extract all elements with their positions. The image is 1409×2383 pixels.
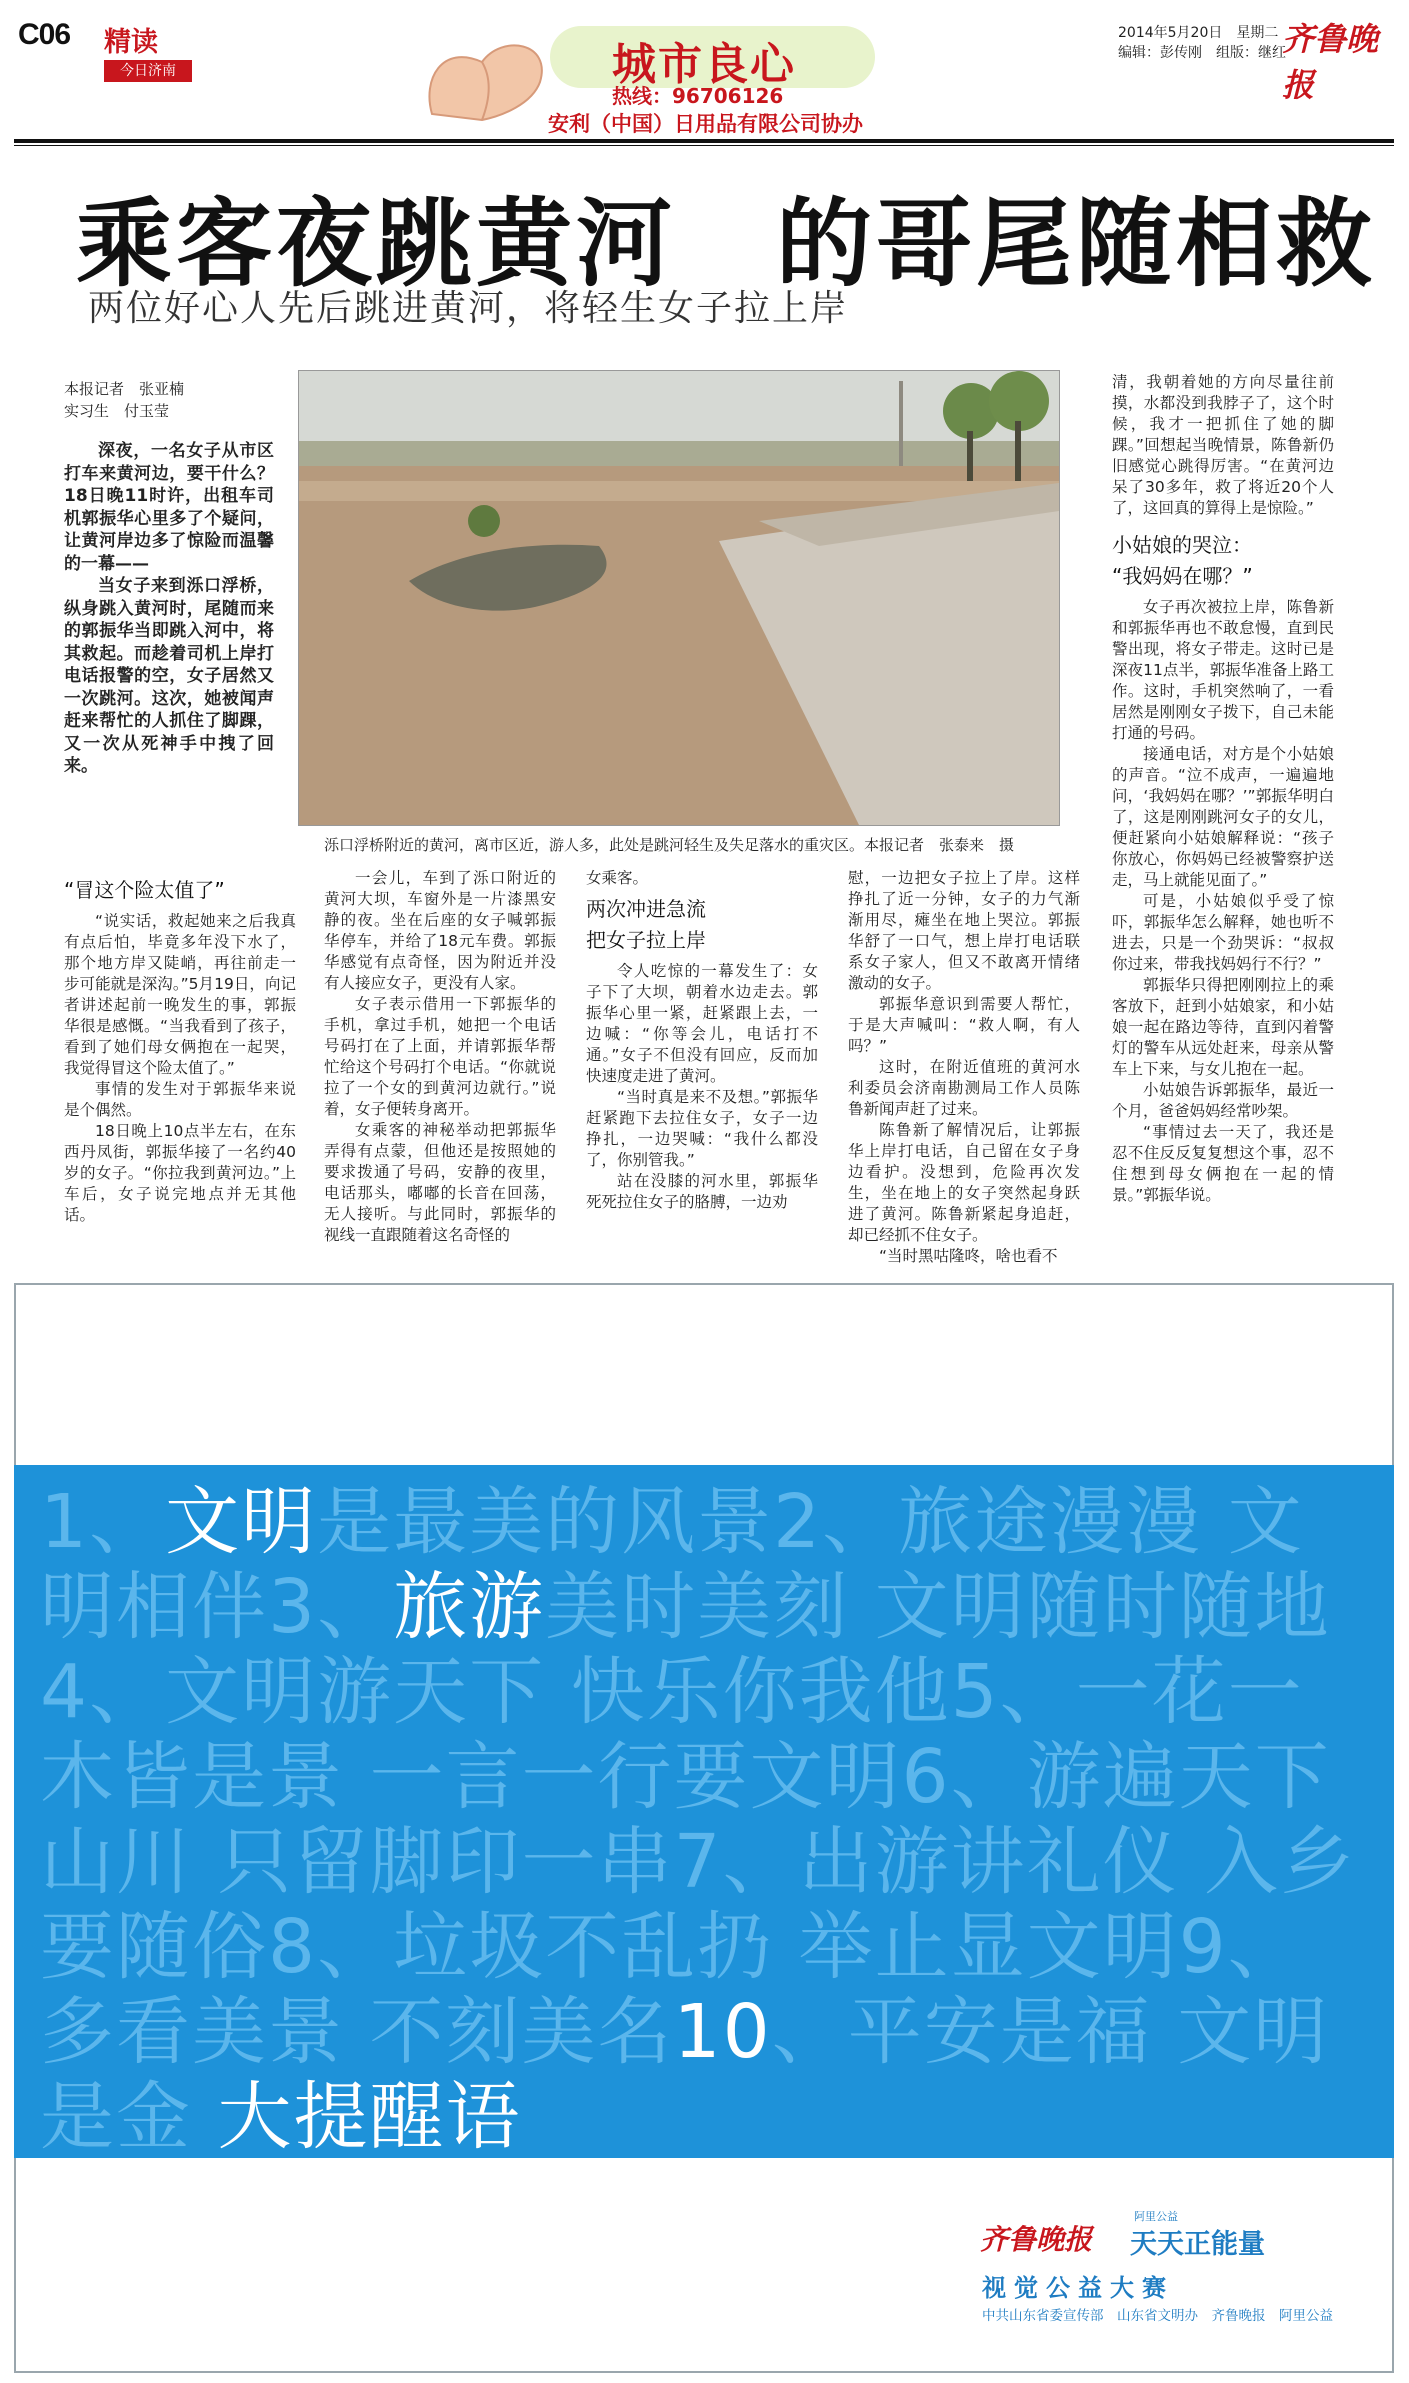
slogan-highlight: 文明 xyxy=(165,1479,318,1565)
paragraph: 陈鲁新了解情况后，让郭振华上岸打电话，自己留在女子身边看护。没想到，危险再次发生，坐在地上的女子突然起身跃进了黄河。陈鲁新紧起身追赶，却已经抓不住女子。 xyxy=(848,1121,1080,1244)
slogan-highlight: 大提醒语 xyxy=(217,2074,522,2160)
subtitle: 两次冲进急流 xyxy=(586,897,706,921)
ad-brand: 天天正能量 xyxy=(1130,2229,1265,2260)
paragraph: 接通电话，对方是个小姑娘的声音。“泣不成声，一遍遍地问，‘我妈妈在哪？’”郭振华明白了，这是刚刚跳河女子的女儿，便赶紧向小姑娘解释说：“孩子你放心，你妈妈已经被警察护送走，马上就能见面了。” xyxy=(1112,745,1334,889)
paragraph: “事情过去一天了，我还是忍不住反反复复想这个事，忍不住想到母女俩抱在一起的情景。”郭振华说。 xyxy=(1112,1123,1334,1204)
byline-reporter: 本报记者 张亚楠 xyxy=(64,380,185,398)
column-4 xyxy=(848,868,1080,1267)
paragraph: 这时，在附近值班的黄河水利委员会济南勘测局工作人员陈鲁新闻声赶了过来。 xyxy=(848,1058,1080,1118)
lead-paragraph: 当女子来到泺口浮桥，纵身跳入黄河时，尾随而来的郭振华当即跳入河中，将其救起。而趁着司机上岸打电话报警的空，女子居然又一次跳河。这次，她被闻声赶来帮忙的人抓住了脚踝，又一次从死神手中拽了回来。 xyxy=(64,576,274,776)
editor-credits: 编辑：彭传刚 组版：继红 xyxy=(1118,45,1286,61)
subtitle: “我妈妈在哪？” xyxy=(1112,564,1253,588)
header-rule-thin xyxy=(14,145,1394,146)
ad-partner-tag: 阿里公益 xyxy=(1134,2210,1178,2223)
paragraph: “说实话，救起她来之后我真有点后怕，毕竟多年没下水了，那个地方岸又陡峭，再往前走一步可能就是深沟。”5月19日，向记者讲述起前一晚发生的事，郭振华很是感慨。“当我看到了孩子，看到了她们母女俩抱在一起哭，我觉得冒这个险太值了。” xyxy=(64,912,296,1077)
subsection-tag: 今日济南 xyxy=(104,60,192,82)
paragraph: 站在没膝的河水里，郭振华死死拉住女子的胳膊，一边劝 xyxy=(586,1172,818,1211)
ad-organizers: 中共山东省委宣传部 山东省文明办 齐鲁晚报 阿里公益 xyxy=(982,2308,1333,2324)
ad-masthead-logo: 齐鲁晚报 xyxy=(980,2223,1093,2256)
column-right-top xyxy=(1112,372,1334,1206)
slogan-text: 1、 xyxy=(40,1479,166,1565)
paragraph: 女子表示借用一下郭振华的手机，拿过手机，她把一个电话号码打在了上面，并请郭振华帮忙给这个号码打个电话。“你就说拉了一个女的到黄河边就行。”说着，女子便转身离开。 xyxy=(324,995,556,1118)
column-3 xyxy=(586,868,818,1213)
slogan-highlight: 10 xyxy=(673,1989,772,2075)
slogan-highlight: 旅游 xyxy=(393,1564,546,1650)
paragraph: 清，我朝着她的方向尽量往前摸，水都没到我脖子了，这个时候，我才一把抓住了她的脚踝。”回想起当晚情景，陈鲁新仍旧感觉心跳得厉害。“在黄河边呆了30多年，救了将近20个人了，这回真的算得上是惊险。” xyxy=(1112,373,1334,517)
photo-caption: 泺口浮桥附近的黄河，离市区近，游人多，此处是跳河轻生及失足落水的重灾区。本报记者 张泰来 摄 xyxy=(324,836,1015,854)
paragraph: 可是，小姑娘似乎受了惊吓，郭振华怎么解释，她也听不进去，只是一个劲哭诉：“叔叔你过来，带我找妈妈行不行？” xyxy=(1112,892,1334,973)
subtitle: 小姑娘的哭泣： xyxy=(1112,533,1252,557)
subtitle: 把女子拉上岸 xyxy=(586,928,706,952)
masthead-logo: 齐鲁晚报 xyxy=(1282,20,1379,104)
subheadline: 两位好心人先后跳进黄河，将轻生女子拉上岸 xyxy=(88,288,849,329)
civility-slogans xyxy=(40,1480,1360,2160)
paragraph: 郭振华只得把刚刚拉上的乘客放下，赶到小姑娘家，和小姑娘一起在路边等待，直到闪着警灯的警车从远处赶来，母亲从警车上下来，与女儿抱在一起。 xyxy=(1112,976,1334,1078)
yellow-river-photo xyxy=(298,370,1060,826)
river-scene-image xyxy=(299,371,1059,825)
paragraph: 18日晚上10点半左右，在东西丹凤街，郭振华接了一名约40岁的女子。“你拉我到黄河边。”上车后，女子说完地点并无其他话。 xyxy=(64,1122,296,1224)
header-rule xyxy=(14,139,1394,143)
paragraph: 女乘客。 xyxy=(586,869,649,887)
paragraph: 郭振华意识到需要人帮忙，于是大声喊叫：“救人啊，有人吗？” xyxy=(848,995,1080,1055)
slogan-text: 美时美刻 文明随时随地4、文明游天下 快乐你我他5、一花一木皆是景 一言一行要文明6、游遍天下山川 只留脚印一串7、出游讲礼仪 入乡要随俗8、垃圾不乱扔 举止显文明9、多看美景 不刻美名 xyxy=(40,1564,1357,2075)
paragraph: 令人吃惊的一幕发生了：女子下了大坝，朝着水边走去。郭振华心里一紧，赶紧跟上去，一边喊：“你等会儿，电话打不通。”女子不但没有回应，反而加快速度走进了黄河。 xyxy=(586,962,818,1085)
section-name: 精读 xyxy=(104,27,158,58)
column-1 xyxy=(64,880,296,1226)
banner-hotline: 热线：96706126 xyxy=(612,84,784,108)
ad-contest-title: 视觉公益大赛 xyxy=(982,2274,1174,2302)
paragraph: “当时黑咕隆咚，啥也看不 xyxy=(879,1247,1058,1265)
lead-text xyxy=(64,440,274,778)
paragraph: 慰，一边把女子拉上了岸。这样挣扎了近一分钟，女子的力气渐渐用尽，瘫坐在地上哭泣。郭振华舒了一口气，想上岸打电话联系女子家人，但又不敢离开情绪激动的女子。 xyxy=(848,869,1080,992)
byline-intern: 实习生 付玉莹 xyxy=(64,402,170,420)
paragraph: 小姑娘告诉郭振华，最近一个月，爸爸妈妈经常吵架。 xyxy=(1112,1081,1334,1120)
paragraph: 一会儿，车到了泺口附近的黄河大坝，车窗外是一片漆黑安静的夜。坐在后座的女子喊郭振华停车，并给了18元车费。郭振华感觉有点奇怪，因为附近并没有人接应女子，更没有人家。 xyxy=(324,869,556,992)
paragraph: 女子再次被拉上岸，陈鲁新和郭振华再也不敢怠慢，直到民警出现，将女子带走。这时已是深夜11点半，郭振华准备上路工作。这时，手机突然响了，一看居然是刚刚女子拨下，自己未能打通的号码。 xyxy=(1112,598,1334,742)
banner-sponsor: 安利（中国）日用品有限公司协办 xyxy=(548,112,863,136)
lead-paragraph: 深夜，一名女子从市区打车来黄河边，要干什么？18日晚11时许，出租车司机郭振华心里多了个疑问，让黄河岸边多了惊险而温馨的一幕—— xyxy=(64,441,274,574)
issue-date: 2014年5月20日 星期二 xyxy=(1118,25,1279,41)
slogan-text: 是最美的风景2、旅途漫漫 文明相伴3、 xyxy=(40,1479,1304,1650)
column-2 xyxy=(324,868,556,1246)
paragraph: “当时真是来不及想。”郭振华赶紧跑下去拉住女子，女子一边挣扎，一边哭喊：“我什么都没了，你别管我。” xyxy=(586,1088,818,1169)
page-code: C06 xyxy=(18,18,71,51)
banner-title: 城市良心 xyxy=(612,39,796,90)
paragraph: 事情的发生对于郭振华来说是个偶然。 xyxy=(64,1080,296,1119)
subtitle: “冒这个险太值了” xyxy=(64,878,225,902)
byline xyxy=(64,378,184,422)
paragraph: 女乘客的神秘举动把郭振华弄得有点蒙，但他还是按照她的要求拨通了号码，安静的夜里，电话那头，嘟嘟的长音在回荡，无人接听。与此同时，郭振华的视线一直跟随着这名奇怪的 xyxy=(324,1121,556,1244)
headline: 乘客夜跳黄河 的哥尾随相救 xyxy=(76,188,1376,300)
slogan-text: 、平安是福 文明是金 xyxy=(40,1989,1330,2160)
